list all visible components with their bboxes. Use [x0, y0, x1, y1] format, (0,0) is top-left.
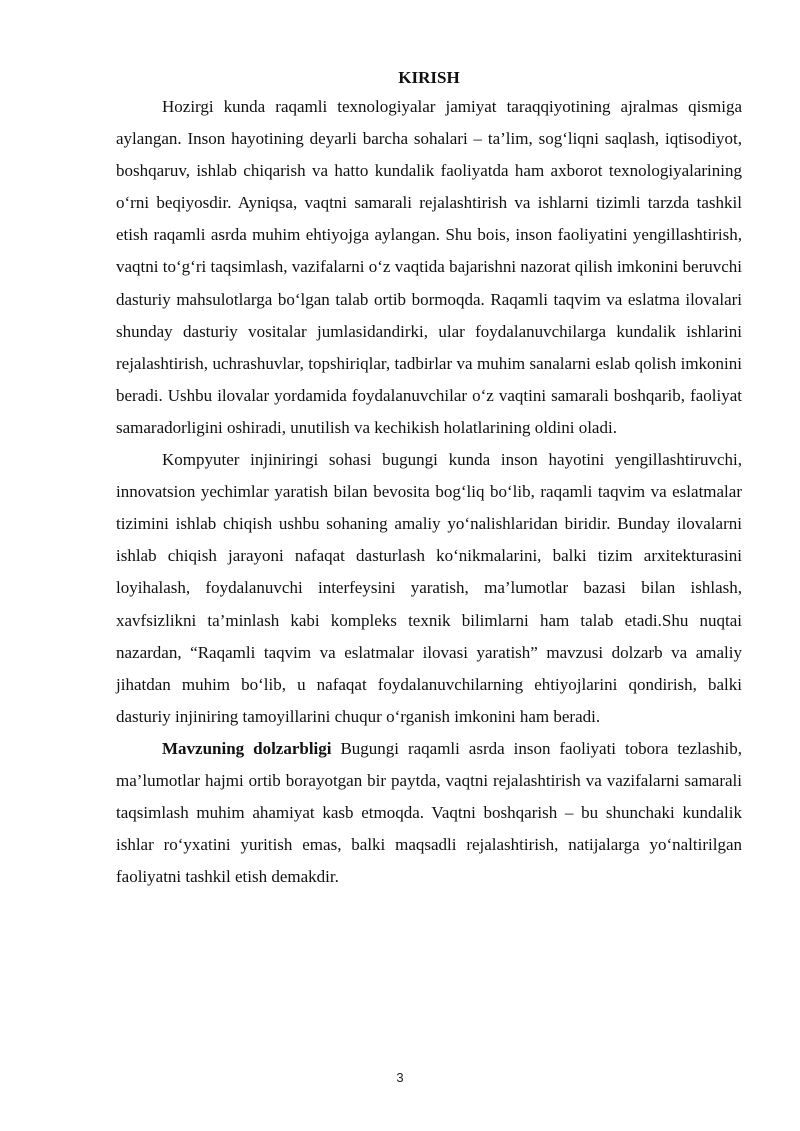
- page-content: [116, 66, 742, 893]
- paragraph-3-text: Bugungi raqamli asrda inson faoliyati tobora tezlashib, ma’lumotlar hajmi ortib borayotgan bir paytda, vaqtni rejalashtirish va vazifalarni samarali taqsimlash muhim ahamiyat kasb etmoqda. Vaqtni boshqarish – bu shunchaki kundalik ishlar ro‘yxatini yuritish emas, balki maqsadli rejalashtirish, natijalarga yo‘naltirilgan faoliyatni tashkil etish demakdir.: [116, 738, 742, 887]
- paragraph-3: [116, 733, 742, 893]
- paragraph-1: [116, 91, 742, 444]
- paragraph-2-text: Kompyuter injiniringi sohasi bugungi kunda inson hayotini yengillashtiruvchi, innovatsion yechimlar yaratish bilan bevosita bog‘liq bo‘lib, raqamli taqvim va eslatmalar tizimini ishlab chiqish ushbu sohaning amaliy yo‘nalishlaridan biridir. Bunday ilovalarni ishlab chiqish jarayoni nafaqat dasturlash ko‘nikmalarini, balki tizim arxitekturasini loyihalash, foydalanuvchi interfeysini yaratish, ma’lumotlar bazasi bilan ishlash, xavfsizlikni ta’minlash kabi kompleks texnik bilimlarni ham talab etadi.Shu nuqtai nazardan, “Raqamli taqvim va eslatmalar ilovasi yaratish” mavzusi dolzarb va amaliy jihatdan muhim bo‘lib, u nafaqat foydalanuvchilarning ehtiyojlarini qondirish, balki dasturiy injiniring tamoyillarini chuqur o‘rganish imkonini ham beradi.: [116, 450, 742, 726]
- paragraph-3-lead: Mavzuning dolzarbligi: [162, 738, 332, 758]
- section-heading: KIRISH: [398, 68, 460, 87]
- paragraph-1-text: Hozirgi kunda raqamli texnologiyalar jamiyat taraqqiyotining ajralmas qismiga aylangan. Inson hayotining deyarli barcha sohalari – ta’lim, sog‘liqni saqlash, iqtisodiyot, boshqaruv, ishlab chiqarish va hatto kundalik faoliyatda ham axborot texnologiyalarining o‘rni beqiyosdir. Ayniqsa, vaqtni samarali rejalashtirish va ishlarni tizimli tarzda tashkil etish raqamli asrda muhim ehtiyojga aylangan. Shu bois, inson faoliyatini yengillashtirish, vaqtni to‘g‘ri taqsimlash, vazifalarni o‘z vaqtida bajarishni nazorat qilish imkonini beruvchi dasturiy mahsulotlarga bo‘lgan talab ortib bormoqda. Raqamli taqvim va eslatma ilovalari shunday dasturiy vositalar jumlasidandirki, ular foydalanuvchilarga kundalik ishlarini rejalashtirish, uchrashuvlar, topshiriqlar, tadbirlar va muhim sanalarni eslab qolish imkonini beradi. Ushbu ilovalar yordamida foydalanuvchilar o‘z vaqtini samarali boshqarib, faoliyat samaradorligini oshiradi, unutilish va kechikish holatlarining oldini oladi.: [116, 97, 742, 437]
- paragraph-2: [116, 444, 742, 733]
- page-number: 3: [396, 1070, 404, 1085]
